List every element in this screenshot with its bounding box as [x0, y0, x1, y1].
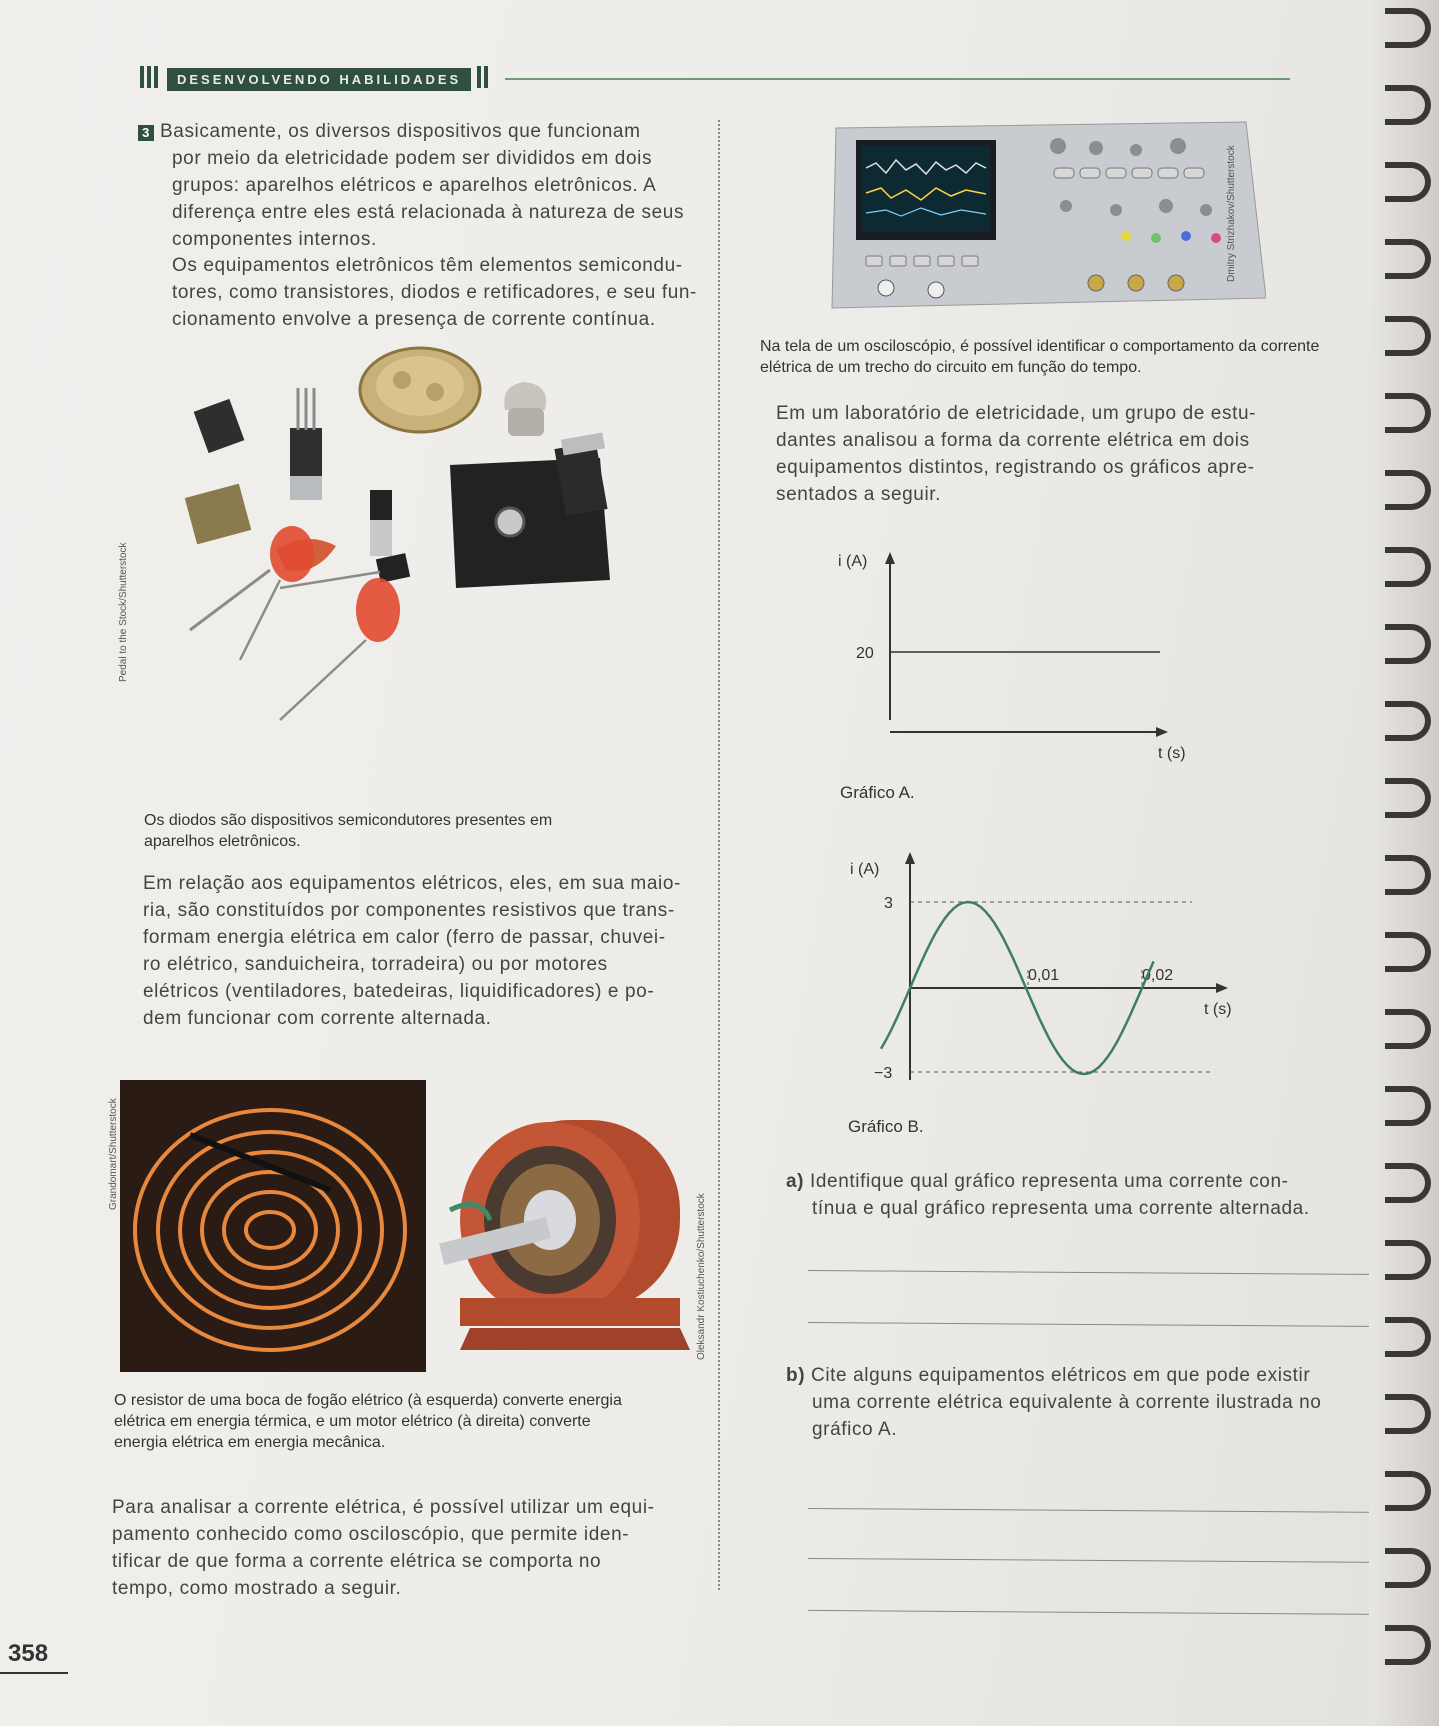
oscilloscope-line: Para analisar a corrente elétrica, é possível utilizar um equi-: [112, 1497, 655, 1518]
binding-ring: [1385, 470, 1431, 510]
lab-line: sentados a seguir.: [776, 484, 942, 505]
binding-ring: [1385, 1163, 1431, 1203]
resistive-line: ria, são constituídos por componentes resistivos que trans-: [143, 900, 675, 921]
answer-line-b2[interactable]: [808, 1558, 1398, 1563]
diodes-caption: [144, 810, 704, 852]
binding-ring: [1385, 1625, 1431, 1665]
item-b-line: gráfico A.: [812, 1419, 898, 1440]
banner-label: DESENVOLVENDO HABILIDADES: [167, 68, 471, 91]
intro-line: grupos: aparelhos elétricos e aparelhos eletrônicos. A: [172, 175, 657, 196]
resistive-line: elétricos (ventiladores, batedeiras, liquidificadores) e po-: [143, 981, 655, 1002]
binding-ring: [1385, 1009, 1431, 1049]
chart-b-xtick-002: 0,02: [1142, 967, 1174, 984]
chart-a-x-arrow: [1156, 727, 1168, 737]
resistive-line: formam energia elétrica em calor (ferro de passar, chuvei-: [143, 927, 666, 948]
lab-line: dantes analisou a forma da corrente elétrica em dois: [776, 430, 1250, 451]
question-number: 3: [138, 125, 154, 141]
chart-b-x-arrow: [1216, 983, 1228, 993]
banner-stripes-right: [477, 66, 491, 93]
chart-a-title: Gráfico A.: [840, 783, 915, 802]
chart-b-ylabel: i (A): [850, 861, 880, 878]
oscilloscope-line: tificar de que forma a corrente elétrica se comporta no: [112, 1551, 602, 1572]
page-number-rule: [0, 1672, 68, 1674]
chart-b-xlabel: t (s): [1204, 1001, 1232, 1018]
intro-line: componentes internos.: [172, 229, 377, 250]
caption-line: aparelhos eletrônicos.: [144, 833, 301, 850]
binding-ring: [1385, 932, 1431, 972]
intro-line: diferença entre eles está relacionada à natureza de seus: [172, 202, 685, 223]
caption-line: energia elétrica em energia mecânica.: [114, 1434, 386, 1451]
binding-ring: [1385, 624, 1431, 664]
binding-ring: [1385, 8, 1431, 48]
semiconductor-line: tores, como transistores, diodos e retificadores, e seu fun-: [172, 282, 697, 303]
caption-line: elétrica de um trecho do circuito em função do tempo.: [760, 359, 1142, 376]
resistive-line: ro elétrico, sanduicheira, torradeira) ou por motores: [143, 954, 608, 975]
answer-line-b1[interactable]: [808, 1508, 1398, 1513]
chart-b-ytick-bottom: −3: [874, 1065, 893, 1082]
semiconductor-components-photo: [130, 340, 690, 760]
item-a: [786, 1168, 1386, 1222]
chart-b-xtick-001: 0,01: [1028, 967, 1060, 984]
binding-ring: [1385, 393, 1431, 433]
answer-line-a2[interactable]: [808, 1322, 1383, 1327]
oscilloscope-credit: Dmitry Strizhakov/Shutterstock: [1226, 145, 1237, 282]
page-number: 358: [8, 1640, 49, 1667]
intro-line: Basicamente, os diversos dispositivos que funcionam: [160, 121, 641, 142]
binding-ring: [1385, 239, 1431, 279]
item-b: [786, 1362, 1386, 1443]
binding-ring: [1385, 1548, 1431, 1588]
binding-ring: [1385, 1394, 1431, 1434]
components-credit: Pedal to the Stock/Shutterstock: [118, 542, 129, 682]
chart-a-xlabel: t (s): [1158, 745, 1186, 762]
semiconductor-paragraph: [172, 252, 712, 333]
intro-paragraph: [138, 118, 698, 253]
semiconductor-line: Os equipamentos eletrônicos têm elementos semicondu-: [172, 255, 683, 276]
chart-a-ytick: 20: [856, 645, 874, 662]
binding-ring: [1385, 1471, 1431, 1511]
chart-b: [820, 850, 1260, 1140]
resistor-motor-caption: [114, 1390, 714, 1453]
binding-ring: [1385, 162, 1431, 202]
chart-a-y-arrow: [885, 552, 895, 564]
caption-line: O resistor de uma boca de fogão elétrico (à esquerda) converte energia: [114, 1392, 622, 1409]
chart-b-title: Gráfico B.: [848, 1117, 924, 1136]
section-banner: [140, 66, 491, 93]
item-b-line: uma corrente elétrica equivalente à corrente ilustrada no: [812, 1392, 1322, 1413]
binding-ring: [1385, 778, 1431, 818]
lab-line: Em um laboratório de eletricidade, um grupo de estu-: [776, 403, 1257, 424]
binding-ring: [1385, 855, 1431, 895]
item-a-line: tínua e qual gráfico representa uma corrente alternada.: [812, 1198, 1310, 1219]
binding-ring: [1385, 316, 1431, 356]
item-b-line: Cite alguns equipamentos elétricos em que pode existir: [811, 1365, 1311, 1386]
item-a-letter: a): [786, 1171, 805, 1192]
resistive-line: Em relação aos equipamentos elétricos, eles, em sua maio-: [143, 873, 681, 894]
lab-line: equipamentos distintos, registrando os gráficos apre-: [776, 457, 1255, 478]
binding-ring: [1385, 85, 1431, 125]
caption-line: Os diodos são dispositivos semicondutores presentes em: [144, 812, 553, 829]
column-divider: [718, 120, 720, 1590]
caption-line: Na tela de um osciloscópio, é possível identificar o comportamento da corrente: [760, 338, 1320, 355]
oscilloscope-line: pamento conhecido como osciloscópio, que permite iden-: [112, 1524, 630, 1545]
chart-b-ytick-top: 3: [884, 895, 893, 912]
chart-a: [820, 548, 1200, 808]
chart-b-y-arrow: [905, 852, 915, 864]
item-b-letter: b): [786, 1365, 806, 1386]
resistive-line: dem funcionar com corrente alternada.: [143, 1008, 492, 1029]
oscilloscope-photo: [826, 118, 1266, 316]
spiral-binding: [1369, 0, 1439, 1726]
semiconductor-line: cionamento envolve a presença de corrente contínua.: [172, 309, 656, 330]
stove-credit: Grandomart/Shutterstock: [108, 1098, 119, 1210]
motor-credit: Oleksandr Kostiuchenko/Shutterstock: [696, 1193, 707, 1360]
binding-ring: [1385, 701, 1431, 741]
binding-ring: [1385, 547, 1431, 587]
binding-ring: [1385, 1240, 1431, 1280]
resistive-paragraph: [143, 870, 713, 1032]
oscilloscope-caption: [760, 336, 1320, 378]
oscilloscope-paragraph: [112, 1494, 712, 1602]
lab-paragraph: [776, 400, 1336, 508]
intro-line: por meio da eletricidade podem ser divididos em dois: [172, 148, 653, 169]
binding-ring: [1385, 1086, 1431, 1126]
banner-stripes-left: [140, 66, 161, 93]
chart-a-ylabel: i (A): [838, 553, 868, 570]
caption-line: elétrica em energia térmica, e um motor elétrico (à direita) converte: [114, 1413, 591, 1430]
answer-line-b3[interactable]: [808, 1610, 1408, 1615]
answer-line-a1[interactable]: [808, 1270, 1383, 1275]
item-a-line: Identifique qual gráfico representa uma corrente con-: [810, 1171, 1289, 1192]
stove-and-motor-photo: [120, 1080, 690, 1372]
oscilloscope-line: tempo, como mostrado a seguir.: [112, 1578, 402, 1599]
binding-ring: [1385, 1317, 1431, 1357]
banner-rule: [505, 78, 1290, 80]
